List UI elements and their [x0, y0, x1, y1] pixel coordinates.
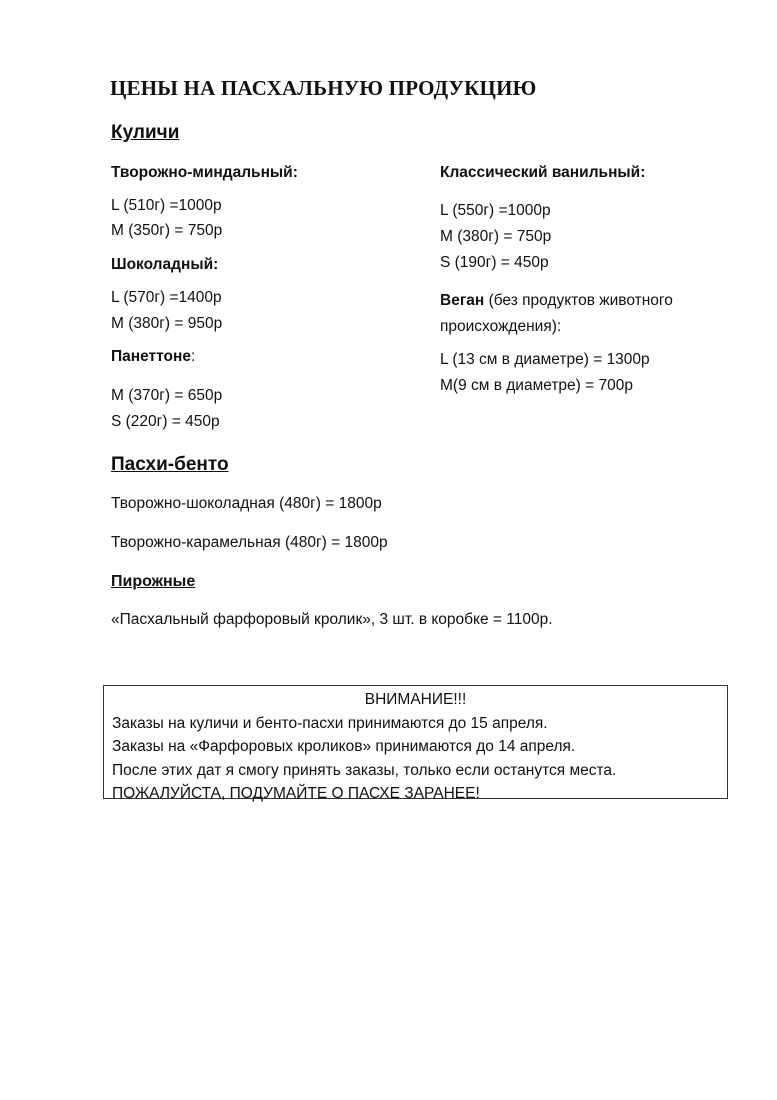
- price-line: M (380г) = 950р: [111, 315, 223, 332]
- price-line: M(9 см в диаметре) = 700р: [440, 377, 633, 394]
- product-name: Панеттоне: [111, 348, 191, 365]
- bento-item: Творожно-шоколадная (480г) = 1800р: [111, 495, 382, 512]
- notice-line: После этих дат я смогу принять заказы, только если останутся места.: [112, 761, 617, 779]
- pastries-heading: Пирожные: [111, 573, 196, 590]
- price-line: L (570г) =1400р: [111, 289, 222, 306]
- bento-item: Творожно-карамельная (480г) = 1800р: [111, 534, 388, 551]
- product-name: Веган: [440, 292, 485, 309]
- bento-heading: Пасхи-бенто: [111, 454, 229, 475]
- price-line: S (190г) = 450р: [440, 254, 549, 271]
- product-name: Классический ванильный:: [440, 164, 646, 181]
- product-name: Творожно-миндальный:: [111, 164, 298, 181]
- notice-line: Заказы на «Фарфоровых кроликов» принимаются до 14 апреля.: [112, 738, 576, 755]
- price-line: M (370г) = 650р: [111, 387, 223, 404]
- notice-box: [103, 685, 728, 802]
- notice-heading: ВНИМАНИЕ!!!: [364, 691, 467, 708]
- price-line: L (550г) =1000р: [440, 202, 551, 219]
- kulichi-heading: Куличи: [111, 122, 180, 143]
- price-line: M (380г) = 750р: [440, 228, 552, 245]
- product-name-line2: происхождения):: [440, 318, 562, 335]
- price-line: M (350г) = 750р: [111, 222, 223, 239]
- product-name: Шоколадный:: [111, 256, 219, 273]
- product-name-line: [111, 348, 195, 366]
- notice-line: ПОЖАЛУЙСТА, ПОДУМАЙТЕ О ПАСХЕ ЗАРАНЕЕ!: [112, 785, 480, 802]
- product-name-suffix: (без продуктов животного: [484, 292, 673, 309]
- product-name-line: [440, 292, 673, 310]
- price-line: L (13 см в диаметре) = 1300р: [440, 351, 650, 368]
- price-line: S (220г) = 450р: [111, 413, 220, 430]
- page-title: ЦЕНЫ НА ПАСХАЛЬНУЮ ПРОДУКЦИЮ: [110, 76, 537, 100]
- price-line: L (510г) =1000р: [111, 197, 222, 214]
- product-name-suffix: :: [190, 348, 196, 365]
- notice-line: Заказы на куличи и бенто-пасхи принимаются до 15 апреля.: [112, 714, 548, 732]
- pastry-item: «Пасхальный фарфоровый кролик», 3 шт. в коробке = 1100р.: [111, 611, 553, 628]
